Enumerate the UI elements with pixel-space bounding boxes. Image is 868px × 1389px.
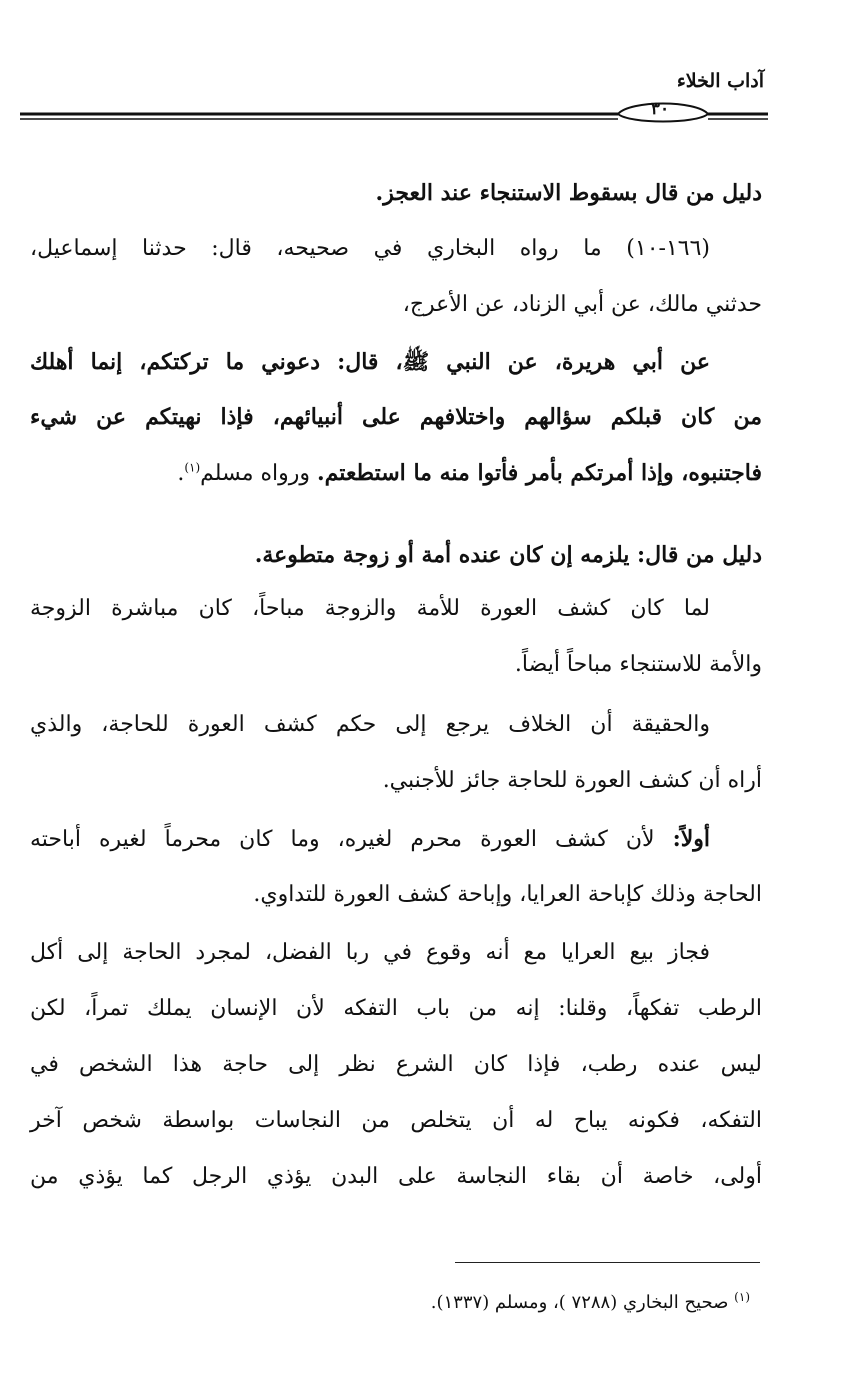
- footnote-separator: [455, 1262, 760, 1263]
- hadith-line: من كان قبلكم سؤالهم واختلافهم على أنبيائهم، فإذا نهيتكم عن شيء: [30, 404, 762, 430]
- footnote-text: صحيح البخاري (٧٢٨٨ )، ومسلم (١٣٣٧).: [430, 1292, 735, 1313]
- section-heading-1: دليل من قال بسقوط الاستنجاء عند العجز.: [375, 180, 762, 206]
- text-line: [30, 826, 762, 852]
- text-line: والحقيقة أن الخلاف يرجع إلى حكم كشف العورة للحاجة، والذي: [30, 712, 710, 737]
- text-line: (١٦٦-١٠) ما رواه البخاري في صحيحه، قال: حدثنا إسماعيل،: [30, 236, 710, 261]
- text-line: التفكه، فكونه يباح له أن يتخلص من النجاسات بواسطة شخص آخر: [30, 1108, 762, 1133]
- section-heading-2: دليل من قال: يلزمه إن كان عنده أمة أو زوجة متطوعة.: [254, 542, 762, 568]
- hadith-last-line: فاجتنبوه، وإذا أمرتكم بأمر فأتوا منه ما استطعتم. ورواه مسلم$^{(١)}$.: [177, 460, 762, 486]
- text-line: أولى، خاصة أن بقاء النجاسة على البدن يؤذي الرجل كما يؤذي من: [30, 1164, 762, 1189]
- running-title: آداب الخلاء: [676, 70, 764, 92]
- text-line: ليس عنده رطب، فإذا كان الشرع نظر إلى حاجة هذا الشخص في: [30, 1052, 762, 1077]
- text-line: حدثني مالك، عن أبي الزناد، عن الأعرج،: [402, 292, 762, 317]
- text-line: فجاز بيع العرايا مع أنه وقوع في ربا الفضل، لمجرد الحاجة إلى أكل: [30, 940, 710, 965]
- footnote: [250, 1290, 750, 1313]
- hadith-text: فاجتنبوه، وإذا أمرتكم بأمر فأتوا منه ما استطعتم.: [317, 460, 762, 486]
- footnote-marker: (١): [734, 1290, 750, 1304]
- text-line: أراه أن كشف العورة للحاجة جائز للأجنبي.: [382, 768, 762, 793]
- page-number: ٣٠: [650, 99, 670, 119]
- first-label: أولاً:: [672, 826, 710, 852]
- footnote-reference: (١): [184, 460, 201, 475]
- text-line: لما كان كشف العورة للأمة والزوجة مباحاً، كان مباشرة الزوجة: [30, 596, 710, 621]
- hadith-line: عن أبي هريرة، عن النبي ﷺ، قال: دعوني ما تركتكم، إنما أهلك: [30, 349, 710, 375]
- narration-text: ورواه مسلم: [200, 461, 317, 486]
- text-line: الرطب تفكهاً، وقلنا: إنه من باب التفكه لأن الإنسان يملك تمراً، لكن: [30, 996, 762, 1021]
- first-text: لأن كشف العورة محرم لغيره، وما كان محرماً لغيره أباحته: [30, 827, 673, 852]
- text-line: والأمة للاستنجاء مباحاً أيضاً.: [514, 652, 762, 677]
- text-line: الحاجة وذلك كإباحة العرايا، وإباحة كشف العورة للتداوي.: [253, 882, 762, 907]
